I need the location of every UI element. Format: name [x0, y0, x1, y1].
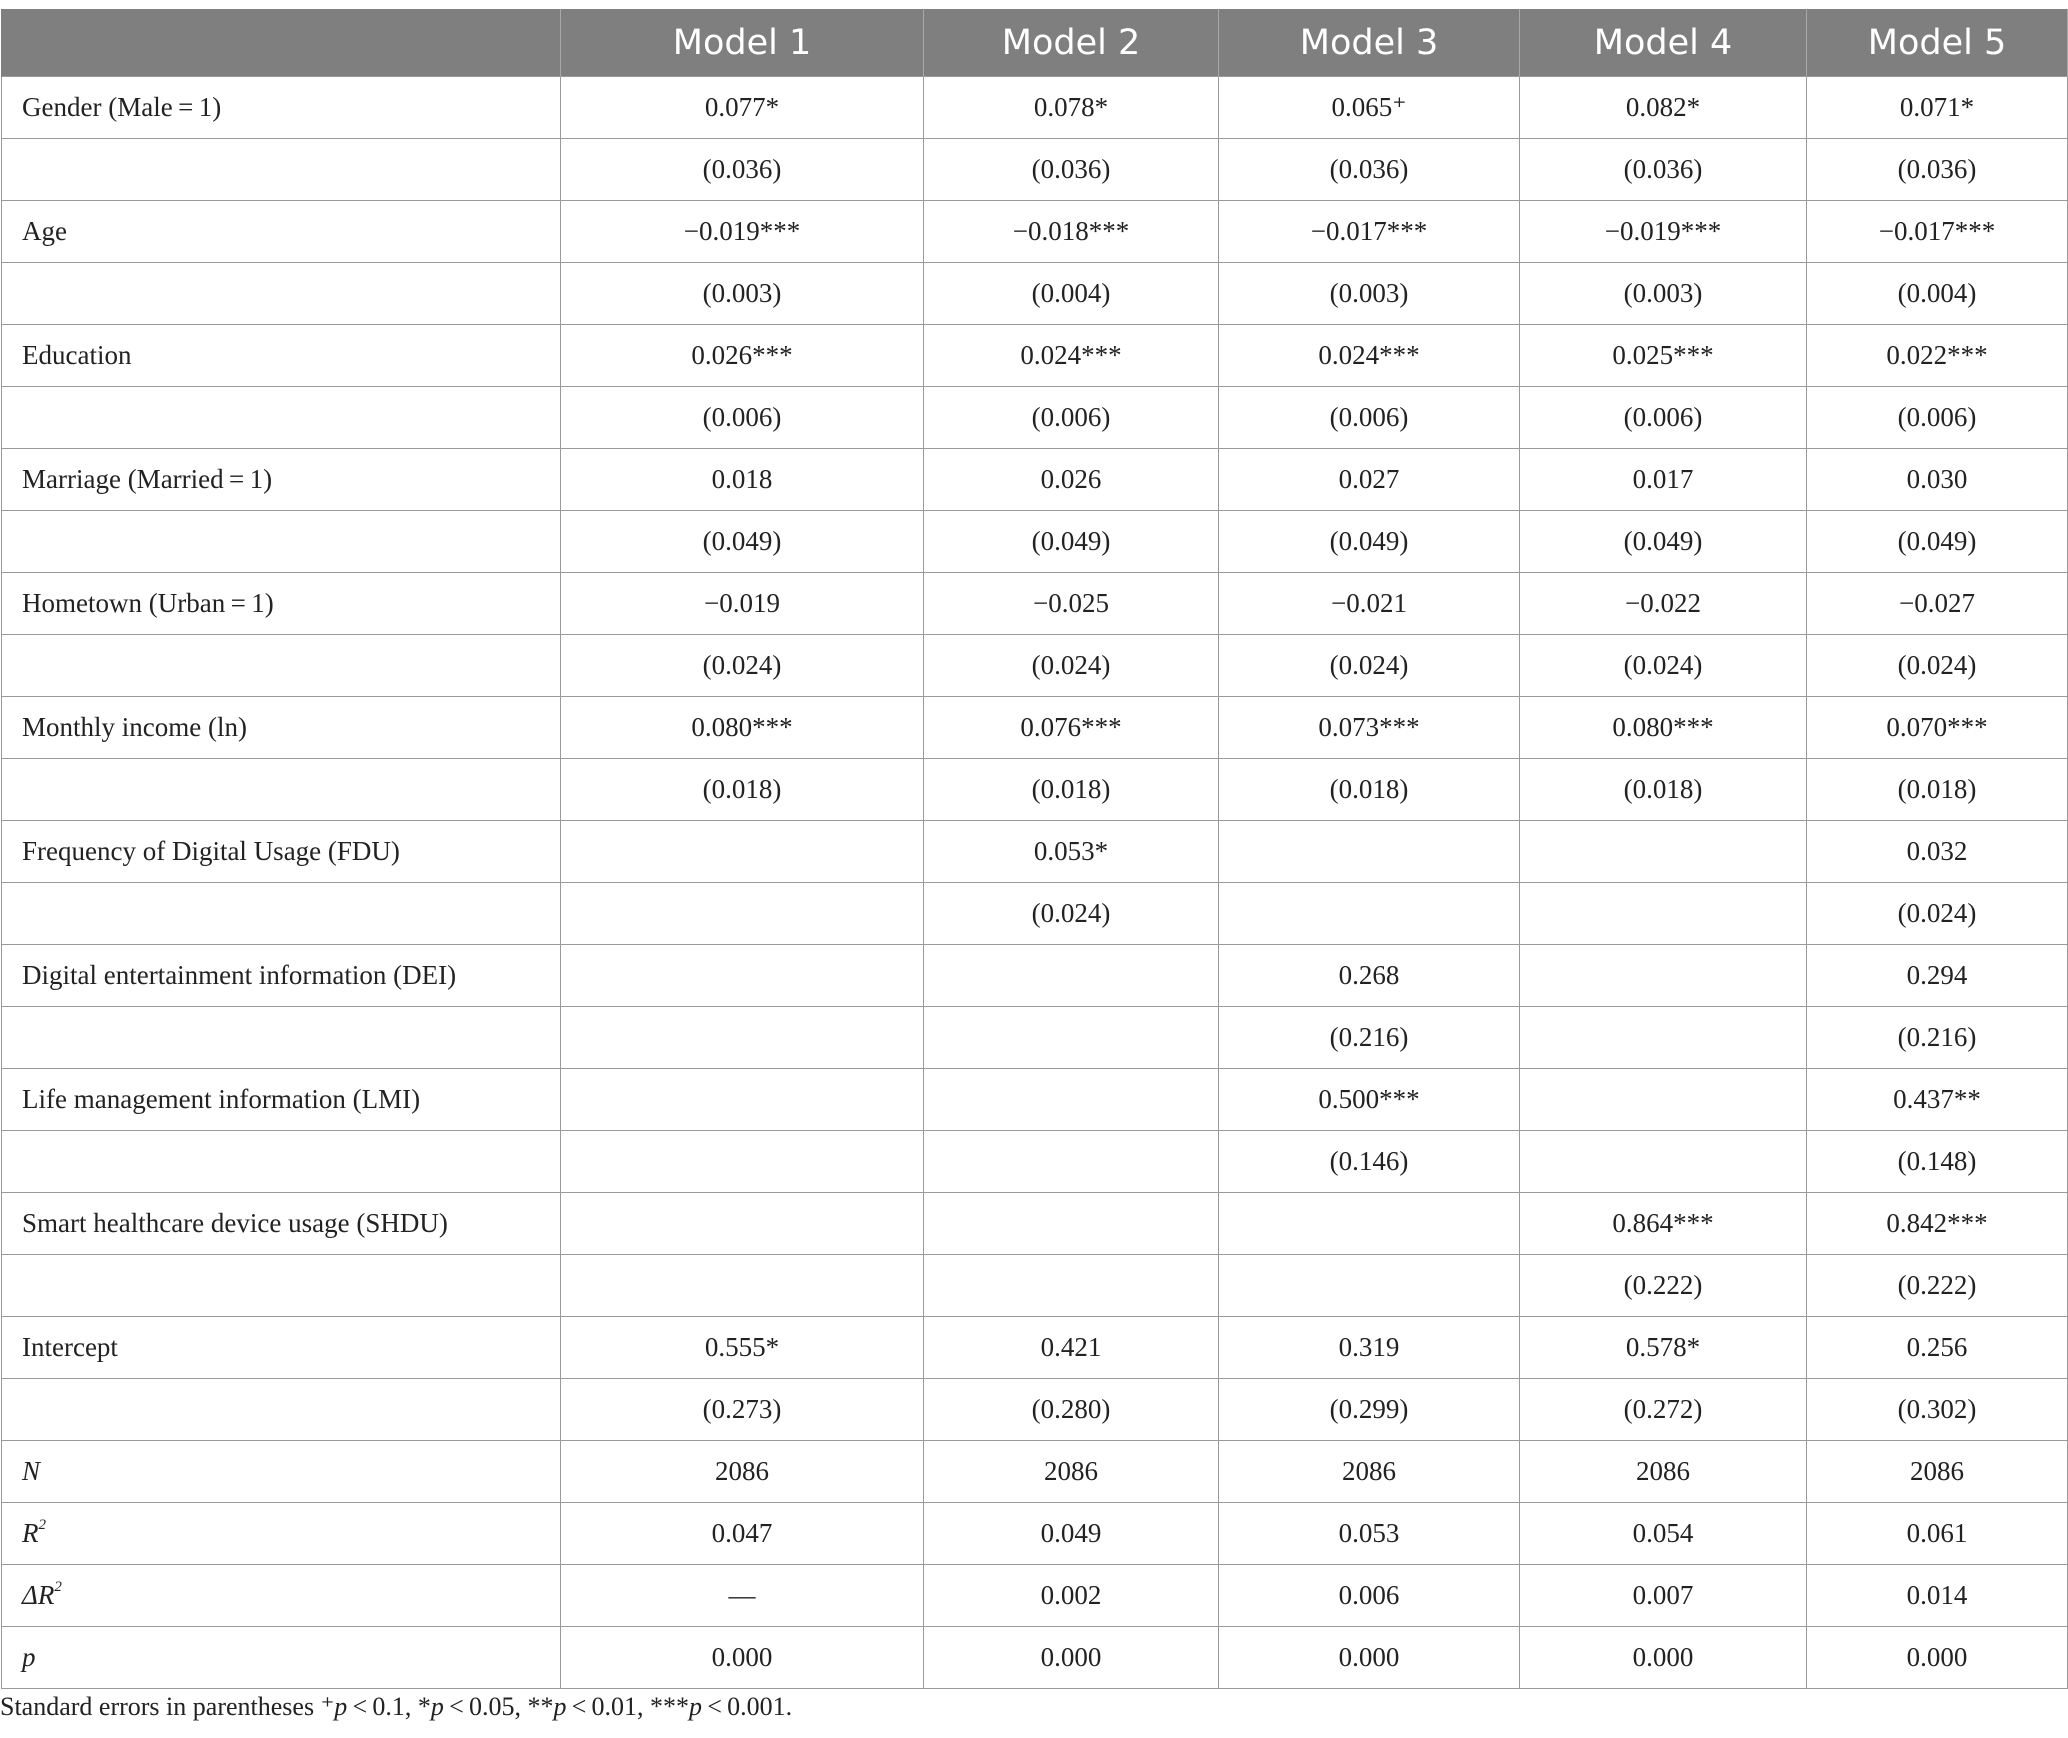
footnote-threshold: < 0.01, [566, 1692, 651, 1721]
table-row [2, 945, 2068, 1007]
table-cell: 0.555* [561, 1317, 924, 1379]
table-cell: (0.299) [1219, 1379, 1520, 1441]
table-cell: (0.036) [1807, 139, 2068, 201]
table-row [2, 1379, 2068, 1441]
row-label-text: Age [22, 216, 67, 246]
table-cell: (0.006) [1520, 387, 1807, 449]
table-row [2, 511, 2068, 573]
table-cell: (0.006) [924, 387, 1219, 449]
row-label-text: Monthly income (ln) [22, 712, 247, 742]
row-label-text: Life management information (LMI) [22, 1084, 421, 1114]
table-cell: 0.319 [1219, 1317, 1520, 1379]
header-model-5: Model 5 [1807, 9, 2068, 77]
row-label-superscript: 2 [38, 1517, 46, 1533]
table-cell: 0.049 [924, 1503, 1219, 1565]
table-cell: 0.002 [924, 1565, 1219, 1627]
table-cell: 0.065⁺ [1219, 77, 1520, 139]
table-cell: 2086 [924, 1441, 1219, 1503]
table-footnote [0, 1692, 792, 1722]
row-label-empty [2, 139, 561, 201]
table-cell: (0.216) [1807, 1007, 2068, 1069]
table-row [2, 635, 2068, 697]
table-cell: 0.294 [1807, 945, 2068, 1007]
table-cell: 0.077* [561, 77, 924, 139]
footnote-mark: ** [527, 1692, 554, 1721]
table-cell: (0.024) [924, 883, 1219, 945]
table-cell [561, 1131, 924, 1193]
table-cell: 0.000 [1520, 1627, 1807, 1689]
table-cell: (0.018) [561, 759, 924, 821]
table-cell: 0.061 [1807, 1503, 2068, 1565]
table-body [2, 77, 2068, 1689]
table-cell: −0.019*** [1520, 201, 1807, 263]
table-cell: −0.018*** [924, 201, 1219, 263]
table-cell: 0.437** [1807, 1069, 2068, 1131]
table-cell: 0.017 [1520, 449, 1807, 511]
table-cell: 0.080*** [561, 697, 924, 759]
table-cell: 0.024*** [1219, 325, 1520, 387]
table-cell: 0.000 [1219, 1627, 1520, 1689]
footnote-threshold: < 0.001. [702, 1692, 793, 1721]
table-cell: (0.049) [1219, 511, 1520, 573]
footnote-significance-levels [321, 1692, 793, 1721]
table-cell: 0.078* [924, 77, 1219, 139]
table-cell [1520, 945, 1807, 1007]
table-row [2, 77, 2068, 139]
table-cell: (0.049) [1520, 511, 1807, 573]
header-corner-cell [2, 9, 561, 77]
table-cell: 0.000 [561, 1627, 924, 1689]
table-cell: 0.054 [1520, 1503, 1807, 1565]
table-row [2, 821, 2068, 883]
table-cell [1520, 883, 1807, 945]
table-cell [1520, 821, 1807, 883]
row-label [2, 1565, 561, 1627]
header-model-2: Model 2 [924, 9, 1219, 77]
table-cell: 0.421 [924, 1317, 1219, 1379]
row-label-empty [2, 1007, 561, 1069]
table-cell: (0.024) [1219, 635, 1520, 697]
table-cell: 0.030 [1807, 449, 2068, 511]
table-cell [924, 1007, 1219, 1069]
row-label-superscript: 2 [54, 1579, 62, 1595]
table-cell: (0.006) [1807, 387, 2068, 449]
table-cell: 0.864*** [1520, 1193, 1807, 1255]
table-row [2, 1627, 2068, 1689]
table-row [2, 139, 2068, 201]
row-label-empty [2, 1131, 561, 1193]
table-cell: (0.024) [1807, 635, 2068, 697]
table-cell: −0.022 [1520, 573, 1807, 635]
table-cell: 0.053 [1219, 1503, 1520, 1565]
table-cell: (0.146) [1219, 1131, 1520, 1193]
row-label-text: Smart healthcare device usage (SHDU) [22, 1208, 448, 1238]
table-cell: 2086 [1807, 1441, 2068, 1503]
footnote-prefix: Standard errors in parentheses [0, 1692, 321, 1721]
row-label-empty [2, 883, 561, 945]
table-cell: −0.019 [561, 573, 924, 635]
footnote-threshold: < 0.1, [347, 1692, 418, 1721]
table-cell: 0.032 [1807, 821, 2068, 883]
row-label [2, 697, 561, 759]
table-cell: 0.076*** [924, 697, 1219, 759]
row-label [2, 449, 561, 511]
row-label [2, 1441, 561, 1503]
row-label [2, 821, 561, 883]
table-cell [924, 1131, 1219, 1193]
table-cell [561, 821, 924, 883]
table-cell: 0.578* [1520, 1317, 1807, 1379]
table-row [2, 1503, 2068, 1565]
table-cell: −0.019*** [561, 201, 924, 263]
table-cell: 2086 [561, 1441, 924, 1503]
table-cell: 0.000 [1807, 1627, 2068, 1689]
table-cell: (0.024) [1807, 883, 2068, 945]
header-model-3: Model 3 [1219, 9, 1520, 77]
table-cell: 0.070*** [1807, 697, 2068, 759]
table-cell: (0.006) [1219, 387, 1520, 449]
table-cell [1219, 821, 1520, 883]
table-cell: 0.073*** [1219, 697, 1520, 759]
table-cell [1219, 1193, 1520, 1255]
table-row [2, 573, 2068, 635]
row-label [2, 573, 561, 635]
row-label-text: Intercept [22, 1332, 118, 1362]
table-cell: 0.006 [1219, 1565, 1520, 1627]
table-cell: (0.004) [1807, 263, 2068, 325]
table-cell: (0.036) [924, 139, 1219, 201]
table-cell: 0.018 [561, 449, 924, 511]
table-cell: −0.017*** [1219, 201, 1520, 263]
table-cell: 0.500*** [1219, 1069, 1520, 1131]
row-label-empty [2, 511, 561, 573]
table-cell: 0.022*** [1807, 325, 2068, 387]
table-cell: (0.018) [1219, 759, 1520, 821]
table-cell [561, 1069, 924, 1131]
table-row [2, 697, 2068, 759]
row-label [2, 1069, 561, 1131]
table-cell [1219, 883, 1520, 945]
row-label-text: Hometown (Urban = 1) [22, 588, 274, 618]
table-cell [1520, 1069, 1807, 1131]
table-cell: (0.049) [1807, 511, 2068, 573]
table-row [2, 1565, 2068, 1627]
table-cell: (0.049) [561, 511, 924, 573]
table-row [2, 325, 2068, 387]
table-cell [1219, 1255, 1520, 1317]
table-cell [924, 1255, 1219, 1317]
table-cell: (0.003) [1219, 263, 1520, 325]
regression-table [1, 9, 2068, 1689]
table-cell [1520, 1007, 1807, 1069]
table-cell [561, 1255, 924, 1317]
table-cell: (0.004) [924, 263, 1219, 325]
table-cell: −0.025 [924, 573, 1219, 635]
table-cell: (0.036) [1520, 139, 1807, 201]
table-cell: (0.024) [924, 635, 1219, 697]
table-cell: (0.302) [1807, 1379, 2068, 1441]
table-cell: 0.014 [1807, 1565, 2068, 1627]
table-cell: 0.082* [1520, 77, 1807, 139]
table-cell: 0.842*** [1807, 1193, 2068, 1255]
table-cell: (0.272) [1520, 1379, 1807, 1441]
header-model-1: Model 1 [561, 9, 924, 77]
header-model-4: Model 4 [1520, 9, 1807, 77]
row-label-empty [2, 387, 561, 449]
table-cell: (0.036) [561, 139, 924, 201]
table-row [2, 883, 2068, 945]
table-cell: 0.071* [1807, 77, 2068, 139]
table-cell: 2086 [1520, 1441, 1807, 1503]
row-label [2, 1627, 561, 1689]
table-cell: 0.268 [1219, 945, 1520, 1007]
table-row [2, 1441, 2068, 1503]
table-cell: (0.049) [924, 511, 1219, 573]
table-cell: (0.024) [1520, 635, 1807, 697]
row-label [2, 945, 561, 1007]
footnote-variable: p [334, 1692, 348, 1721]
row-label-empty [2, 635, 561, 697]
table-cell: (0.018) [1520, 759, 1807, 821]
row-label [2, 1317, 561, 1379]
table-row [2, 1317, 2068, 1379]
table-cell: 0.025*** [1520, 325, 1807, 387]
table-row [2, 387, 2068, 449]
table-row [2, 759, 2068, 821]
row-label-empty [2, 759, 561, 821]
table-cell: 0.080*** [1520, 697, 1807, 759]
table-cell: (0.280) [924, 1379, 1219, 1441]
table-row [2, 263, 2068, 325]
table-cell [924, 1069, 1219, 1131]
table-cell: (0.222) [1520, 1255, 1807, 1317]
row-label-empty [2, 263, 561, 325]
table-cell: −0.017*** [1807, 201, 2068, 263]
table-cell: (0.018) [1807, 759, 2068, 821]
table-cell: (0.006) [561, 387, 924, 449]
table-cell: −0.021 [1219, 573, 1520, 635]
table-row [2, 449, 2068, 511]
row-label [2, 77, 561, 139]
row-label-text: Digital entertainment information (DEI) [22, 960, 457, 990]
table-cell: (0.148) [1807, 1131, 2068, 1193]
table-cell [924, 1193, 1219, 1255]
footnote-mark: * [417, 1692, 431, 1721]
row-label [2, 325, 561, 387]
row-label-text: N [22, 1456, 41, 1486]
row-label-text: Frequency of Digital Usage (FDU) [22, 836, 400, 866]
table-cell [561, 1007, 924, 1069]
table-row [2, 1007, 2068, 1069]
table-row [2, 201, 2068, 263]
table-cell: (0.024) [561, 635, 924, 697]
row-label-text: ΔR [22, 1580, 55, 1610]
table-cell: −0.027 [1807, 573, 2068, 635]
table-cell [561, 945, 924, 1007]
table-cell: (0.018) [924, 759, 1219, 821]
table-cell: — [561, 1565, 924, 1627]
table-cell: (0.216) [1219, 1007, 1520, 1069]
row-label-empty [2, 1255, 561, 1317]
table-cell: 0.026 [924, 449, 1219, 511]
row-label [2, 1193, 561, 1255]
table-cell: 0.053* [924, 821, 1219, 883]
table-row [2, 1069, 2068, 1131]
table-cell [924, 945, 1219, 1007]
table-cell [1520, 1131, 1807, 1193]
table-cell: (0.222) [1807, 1255, 2068, 1317]
row-label-text: Gender (Male = 1) [22, 92, 222, 122]
row-label [2, 1503, 561, 1565]
table-row [2, 1131, 2068, 1193]
footnote-threshold: < 0.05, [443, 1692, 528, 1721]
table-cell: 0.047 [561, 1503, 924, 1565]
table-cell: 0.026*** [561, 325, 924, 387]
footnote-mark: ⁺ [320, 1692, 335, 1721]
table-cell [561, 1193, 924, 1255]
table-cell: (0.036) [1219, 139, 1520, 201]
row-label [2, 201, 561, 263]
table-cell: (0.003) [561, 263, 924, 325]
footnote-variable: p [689, 1692, 703, 1721]
footnote-variable: p [430, 1692, 444, 1721]
row-label-text: Marriage (Married = 1) [22, 464, 273, 494]
row-label-text: R [22, 1518, 39, 1548]
row-label-text: Education [22, 340, 132, 370]
table-cell: 0.007 [1520, 1565, 1807, 1627]
footnote-variable: p [553, 1692, 567, 1721]
table-cell: (0.003) [1520, 263, 1807, 325]
table-row [2, 1255, 2068, 1317]
header-row [2, 9, 2068, 77]
table-cell: 0.256 [1807, 1317, 2068, 1379]
table-cell: 2086 [1219, 1441, 1520, 1503]
table-cell [561, 883, 924, 945]
table-cell: 0.000 [924, 1627, 1219, 1689]
footnote-mark: *** [650, 1692, 690, 1721]
table-cell: (0.273) [561, 1379, 924, 1441]
row-label-empty [2, 1379, 561, 1441]
table-cell: 0.024*** [924, 325, 1219, 387]
row-label-text: p [22, 1642, 36, 1672]
table-header [2, 9, 2068, 77]
table-cell: 0.027 [1219, 449, 1520, 511]
table-row [2, 1193, 2068, 1255]
